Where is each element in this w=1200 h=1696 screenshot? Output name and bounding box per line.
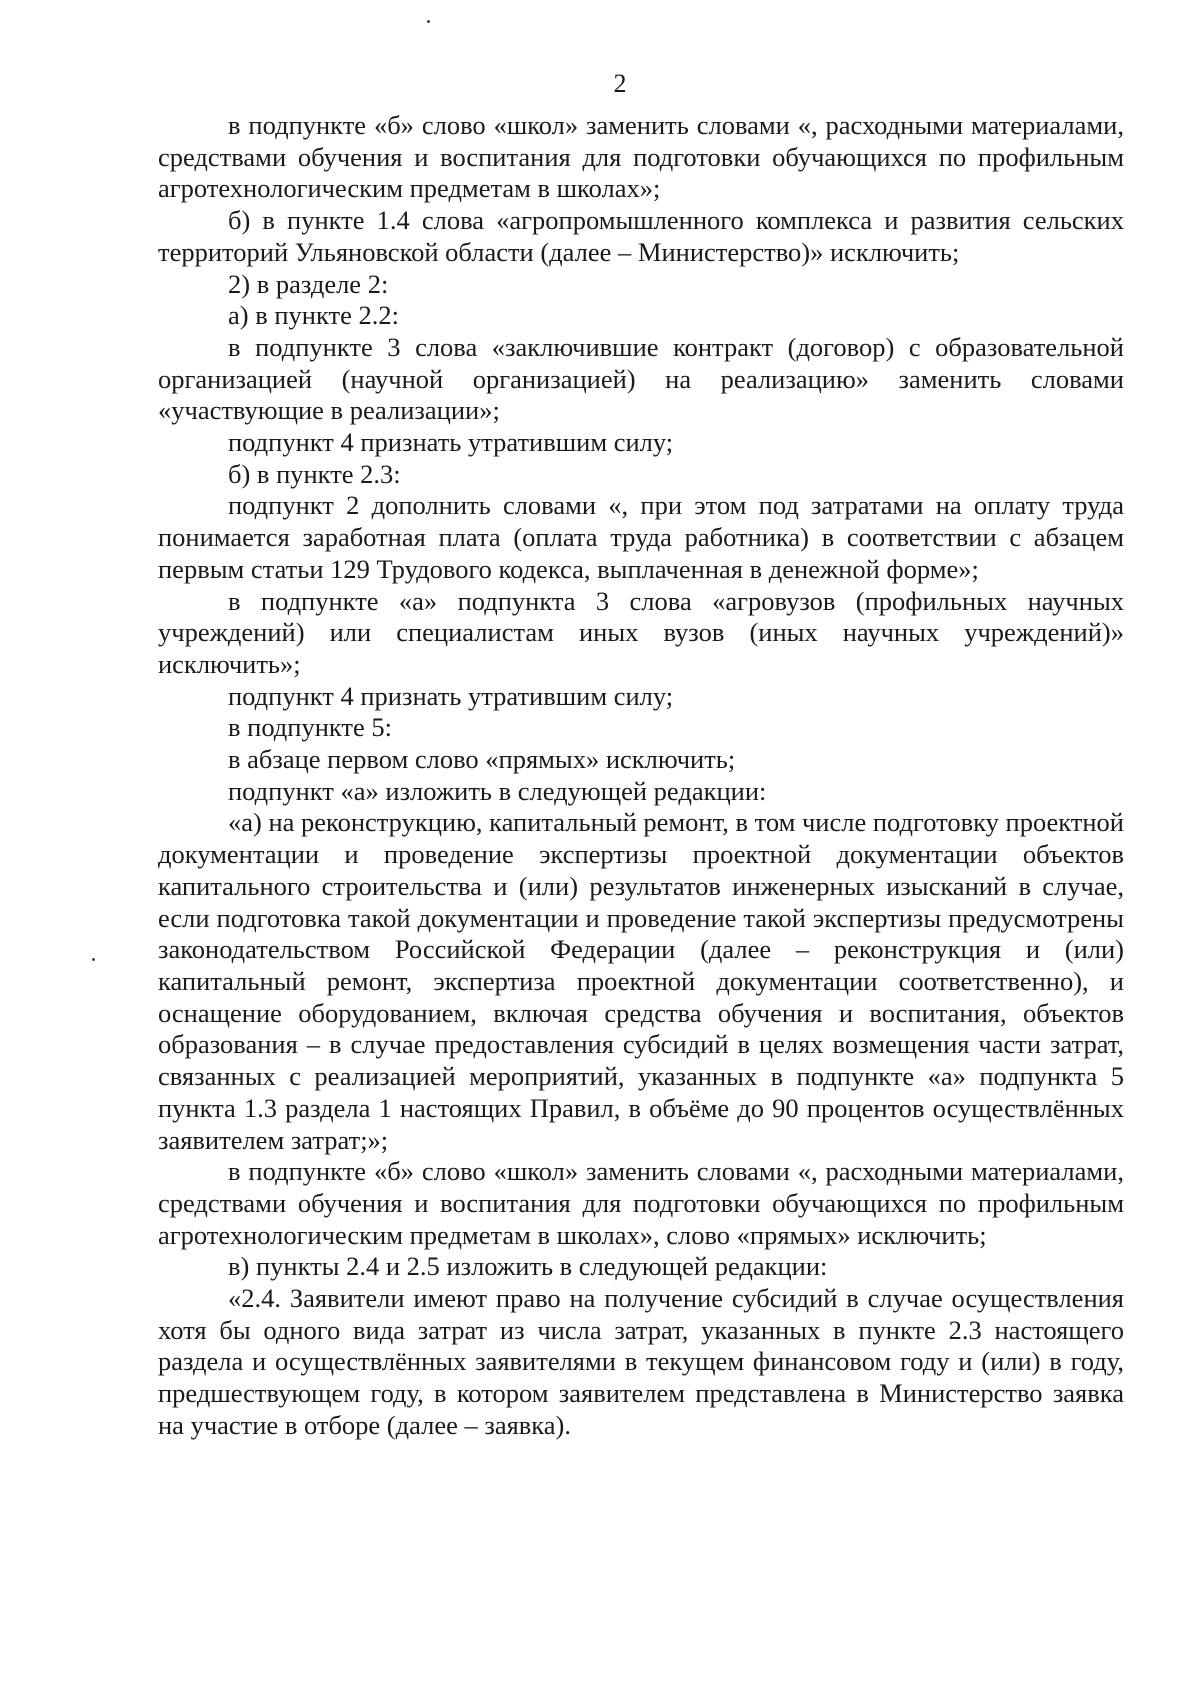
paragraph: подпункт «а» изложить в следующей редакции: [228,775,767,806]
paragraph: «2.4. Заявители имеют право на получение субсидий в случае осуществления хотя бы одного вида затрат из числа затрат, указанных в пункте 2.3 настоящего раздела и осуществлённых заявителями в текущем финансовом году и (или) в году, предшествующем году, в котором заявителем представлена в Министерство заявка на участие в отборе (далее – заявка). [158,1283,1124,1440]
paragraph: в абзаце первом слово «прямых» исключить; [228,744,736,775]
document-body [158,110,1124,1442]
paragraph: в подпункте 3 слова «заключившие контракт (договор) с образовательной организацией (научной организацией) на реализацию» заменить словами «участвующие в реализации»; [158,331,1124,426]
paragraph: в подпункте «б» слово «школ» заменить словами «, расходными материалами, средствами обучения и воспитания для подготовки обучающихся по профильным агротехнологическим предметам в школах», слово «прямых» исключить; [158,1156,1124,1250]
paragraph: «а) на реконструкцию, капитальный ремонт, в том числе подготовку проектной документации и проведение экспертизы проектной документации объектов капитального строительства и (или) результатов инженерных изысканий в случае, если подготовка такой документации и проведение такой экспертизы предусмотрены законодательством Российской Федерации (далее – реконструкция и (или) капитальный ремонт, экспертиза проектной документации соответственно), и оснащение оборудованием, включая средства обучения и воспитания, объектов образования – в случае предоставления субсидий в целях возмещения части затрат, связанных с реализацией мероприятий, указанных в подпункте «а» подпункта 5 пункта 1.3 раздела 1 настоящих Правил, в объёме до 90 процентов осуществлённых заявителем затрат;»; [158,807,1124,1155]
paragraph: б) в пункте 1.4 слова «агропромышленного комплекса и развития сельских территорий Ульяновской области (далее – Министерство)» исключить; [158,205,1124,267]
paragraph: а) в пункте 2.2: [228,300,399,331]
paragraph: в) пункты 2.4 и 2.5 изложить в следующей редакции: [228,1251,828,1282]
paragraph: 2) в разделе 2: [228,268,389,299]
paragraph: подпункт 2 дополнить словами «, при этом под затратами на оплату труда понимается заработная плата (оплата труда работника) в соответствии с абзацем первым статьи 129 Трудового кодекса, выплаченная в денежной форме»; [158,490,1124,584]
paragraph: в подпункте «б» слово «школ» заменить словами «, расходными материалами, средствами обучения и воспитания для подготовки обучающихся по профильным агротехнологическим предметам в школах»; [158,110,1124,204]
paragraph: в подпункте «а» подпункта 3 слова «агровузов (профильных научных учреждений) или специалистам иных вузов (иных научных учреждений)» исключить»; [158,585,1124,679]
paragraph: подпункт 4 признать утратившим силу; [228,680,674,711]
paragraph: в подпункте 5: [228,712,393,743]
paragraph: б) в пункте 2.3: [228,458,401,489]
paragraph: подпункт 4 признать утратившим силу; [228,427,674,458]
scan-speck [92,958,95,961]
page-number: 2 [613,69,627,98]
scan-speck [427,20,430,23]
